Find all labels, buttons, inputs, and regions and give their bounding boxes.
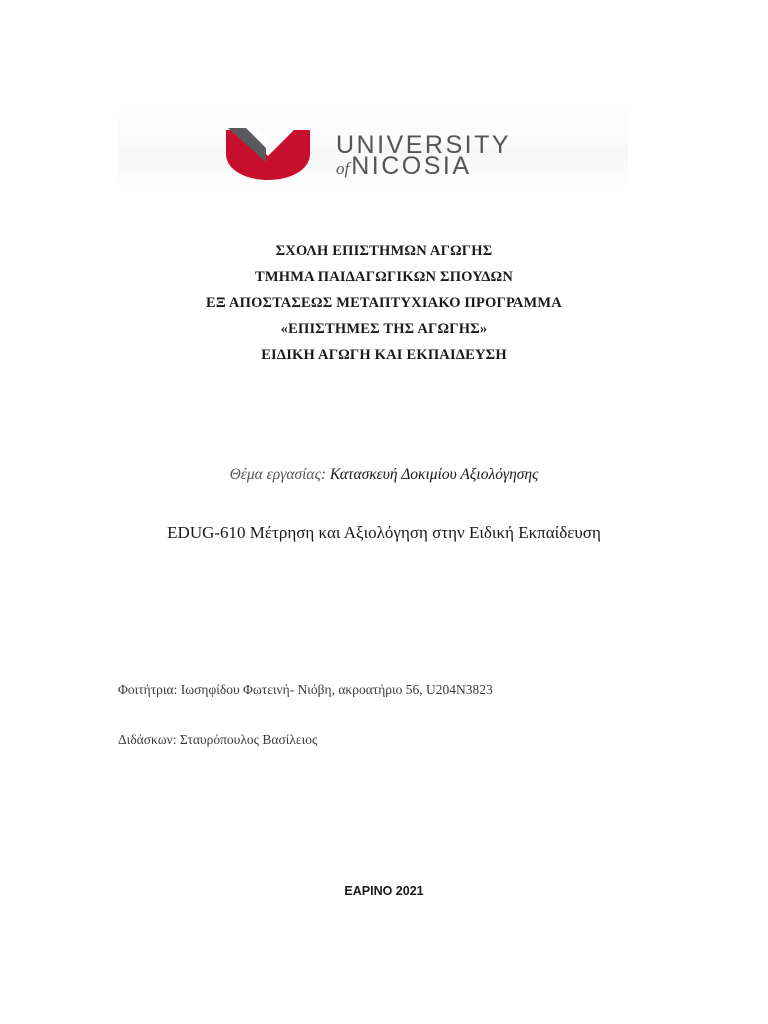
logo-nicosia-text bbox=[336, 154, 472, 179]
program-name: «ΕΠΙΣΤΗΜΕΣ ΤΗΣ ΑΓΩΓΗΣ» bbox=[280, 321, 488, 337]
course-title: EDUG-610 Μέτρηση και Αξιολόγηση στην Ειδική Εκπαίδευση bbox=[167, 523, 601, 542]
university-logo-icon bbox=[226, 128, 310, 182]
logo-of-text: of bbox=[336, 159, 350, 178]
assignment-subject bbox=[0, 466, 768, 484]
student-info: Φοιτήτρια: Ιωσηφίδου Φωτεινή- Νιόβη, ακροατήριο 56, U204N3823 bbox=[118, 682, 493, 697]
subject-label: Θέμα εργασίας: bbox=[229, 466, 327, 483]
logo-nicosia-word: NICOSIA bbox=[351, 152, 472, 180]
school-name: ΣΧΟΛΗ ΕΠΙΣΤΗΜΩΝ ΑΓΩΓΗΣ bbox=[275, 243, 493, 259]
department-name: ΤΜΗΜΑ ΠΑΙΔΑΓΩΓΙΚΩΝ ΣΠΟΥΔΩΝ bbox=[254, 269, 514, 285]
instructor-info: Διδάσκων: Σταυρόπουλος Βασίλειος bbox=[118, 732, 318, 747]
subject-value: Κατασκευή Δοκιμίου Αξιολόγησης bbox=[329, 466, 539, 483]
institution-header bbox=[0, 238, 768, 368]
specialization: ΕΙΔΙΚΗ ΑΓΩΓΗ ΚΑΙ ΕΚΠΑΙΔΕΥΣΗ bbox=[261, 347, 507, 363]
logo-university-text: UNIVERSITY bbox=[336, 131, 512, 159]
program-type: ΕΞ ΑΠΟΣΤΑΣΕΩΣ ΜΕΤΑΠΤΥΧΙΑΚΟ ΠΡΟΓΡΑΜΜΑ bbox=[206, 295, 562, 311]
semester-term: ΕΑΡΙΝΟ 2021 bbox=[344, 884, 424, 898]
logo-red-shield bbox=[226, 130, 310, 180]
